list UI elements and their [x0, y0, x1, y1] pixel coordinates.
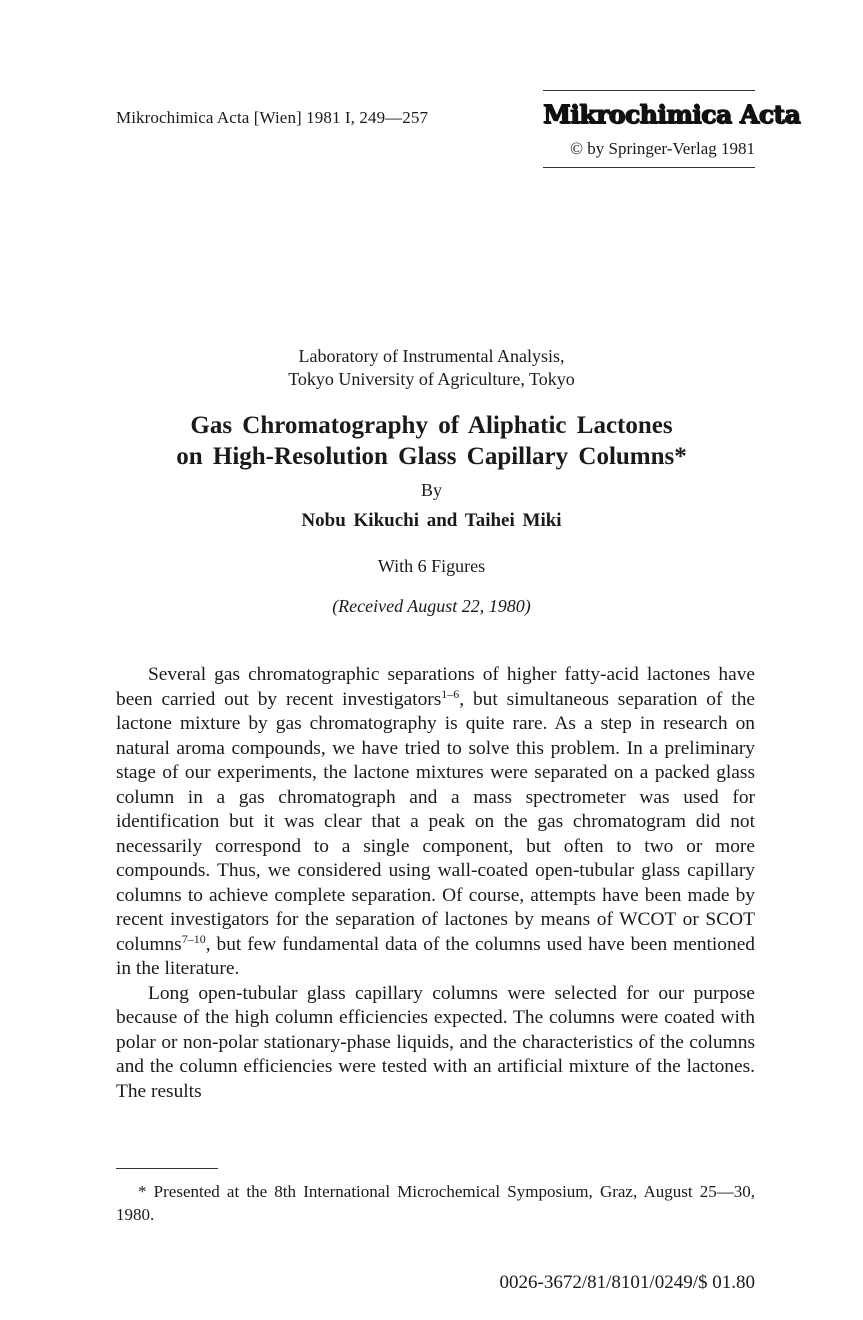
received-date: (Received August 22, 1980): [332, 596, 531, 616]
footnote-rule: [116, 1168, 218, 1169]
affiliation-line-1: Laboratory of Instrumental Analysis,: [298, 346, 565, 366]
affiliation: [0, 345, 863, 391]
copyright-notice: © by Springer-Verlag 1981: [570, 139, 755, 158]
paragraph-2: Long open-tubular glass capillary columns were selected for our purpose because of the high column efficiencies expected. The columns were coated with polar or non-polar stationary-phase liquids, and the characteristics of the columns and the column efficiencies were tested with an artificial mixture of the lactones. The results: [116, 982, 755, 1102]
citation-ref: 7–10: [181, 931, 206, 946]
logo-rule-bottom: [543, 167, 755, 168]
figures-note: With 6 Figures: [377, 556, 486, 576]
title-line-1: Gas Chromatography of Aliphatic Lactones: [190, 412, 673, 439]
journal-citation: Mikrochimica Acta [Wien] 1981 I, 249—257: [116, 108, 429, 127]
article-code: 0026-3672/81/8101/0249/$ 01.80: [499, 1272, 755, 1293]
paragraph-1: Several gas chromatographic separations of higher fatty-acid lactones have been carried out by recent investigators$^{1-6}$, but simultaneous separation of the lactone mixture by gas chromatography is quite rare. As a step in research on natural aroma compounds, we have tried to solve this problem. In a preliminary stage of our experiments, the lactone mixtures were separated on a packed glass column in a gas chromatograph and a mass spectrometer was used for identification but it was clear that a peak on the gas chromatogram did not necessarily correspond to a single component, but often to two or more compounds. Thus, we considered using wall-coated open-tubular glass capillary columns to achieve complete separation. Of course, attempts have been made by recent investigators for the separation of lactones by means of WCOT or SCOT columns$^{7-10}$, but few fundamental data of the columns used have been mentioned in the literature.: [116, 664, 755, 979]
logo-rule-top: [543, 90, 755, 91]
journal-logo: Mikrochimica Acta: [543, 100, 801, 129]
by-label: By: [420, 480, 442, 500]
body-text: [116, 663, 755, 1104]
authors: Nobu Kikuchi and Taihei Miki: [301, 510, 562, 531]
affiliation-line-2: Tokyo University of Agriculture, Tokyo: [288, 369, 575, 389]
title-line-2: on High-Resolution Glass Capillary Columns*: [176, 443, 687, 470]
paper-title: [0, 410, 863, 472]
footnote: * Presented at the 8th International Microchemical Symposium, Graz, August 25—30, 1980.: [116, 1182, 755, 1224]
citation-ref: 1–6: [441, 686, 460, 701]
